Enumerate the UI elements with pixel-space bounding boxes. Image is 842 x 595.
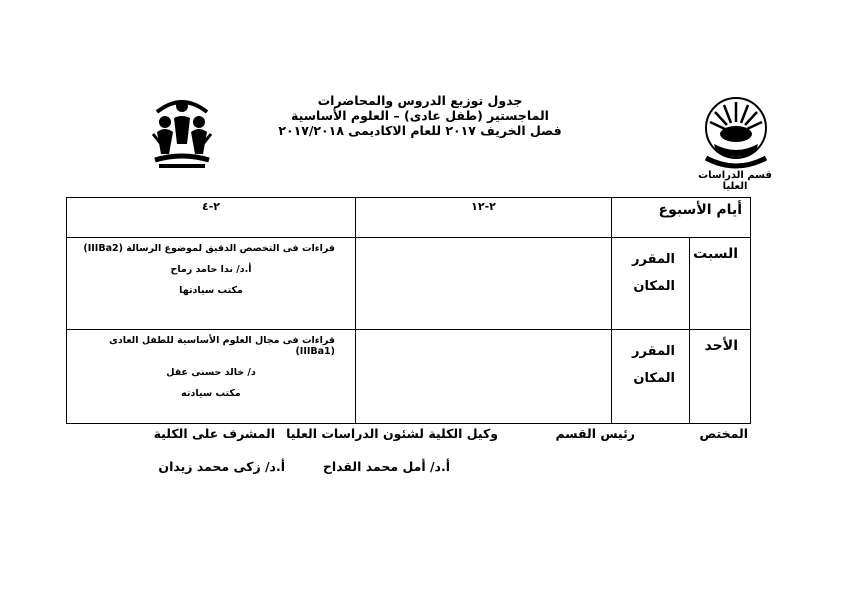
header-days: أيام الأسبوع (612, 198, 751, 238)
table-row (67, 238, 751, 330)
title-line-1: جدول توزيع الدروس والمحاضرات (317, 93, 523, 108)
course-name: قراءات فى مجال العلوم الأساسية للطفل العادى (IIIBa1) (109, 335, 335, 357)
title-line-2: الماجستير (طفل عادى) – العلوم الأساسية (291, 108, 549, 123)
signature-names (60, 459, 760, 479)
role-vice-dean: وكيل الكلية لشئون الدراسات العليا (286, 426, 498, 441)
location-text: مكتب سيادتها (179, 285, 243, 296)
slot-sunday-12-2 (356, 330, 612, 424)
role-supervisor: المشرف على الكلية (153, 426, 275, 441)
university-logo-icon (700, 92, 772, 176)
labels-cell (612, 238, 690, 330)
role-department-head: رئيس القسم (555, 426, 635, 441)
schedule-table (66, 197, 751, 424)
day-name: السبت (693, 246, 738, 262)
document-title (250, 93, 590, 138)
label-course: المقرر (632, 344, 675, 359)
label-course: المقرر (632, 252, 675, 267)
name-supervisor: أ.د/ زكى محمد زيدان (158, 459, 285, 474)
title-line-3: فصل الخريف ٢٠١٧ للعام الاكاديمى ٢٠١٧/٢٠١٨ (278, 123, 562, 138)
table-row (67, 330, 751, 424)
instructor-name: أ.د/ ندا حامد رماح (170, 264, 252, 275)
slot-saturday-12-2 (356, 238, 612, 330)
signature-roles (60, 426, 760, 446)
day-name: الأحد (704, 338, 738, 354)
instructor-name: د/ خالد حسنى عقل (166, 367, 256, 378)
day-cell (690, 238, 751, 330)
location-text: مكتب سيادته (181, 388, 241, 399)
faculty-logo-icon (147, 92, 217, 170)
labels-cell (612, 330, 690, 424)
course-name: قراءات فى التخصص الدقيق لموضوع الرسالة (IIIBa2) (83, 243, 335, 254)
table-header-row (67, 198, 751, 238)
label-place: المكان (633, 279, 675, 294)
name-vice-dean: أ.د/ أمل محمد القداح (322, 459, 450, 474)
department-caption: قسم الدراسات العليا (698, 170, 772, 192)
header-time-12-2: ٢-١٢ (356, 198, 612, 238)
label-place: المكان (633, 371, 675, 386)
day-cell (690, 330, 751, 424)
slot-saturday-2-4 (67, 238, 356, 330)
header-time-2-4: ٢-٤ (67, 198, 356, 238)
role-specialist: المختص (699, 426, 748, 441)
slot-sunday-2-4 (67, 330, 356, 424)
